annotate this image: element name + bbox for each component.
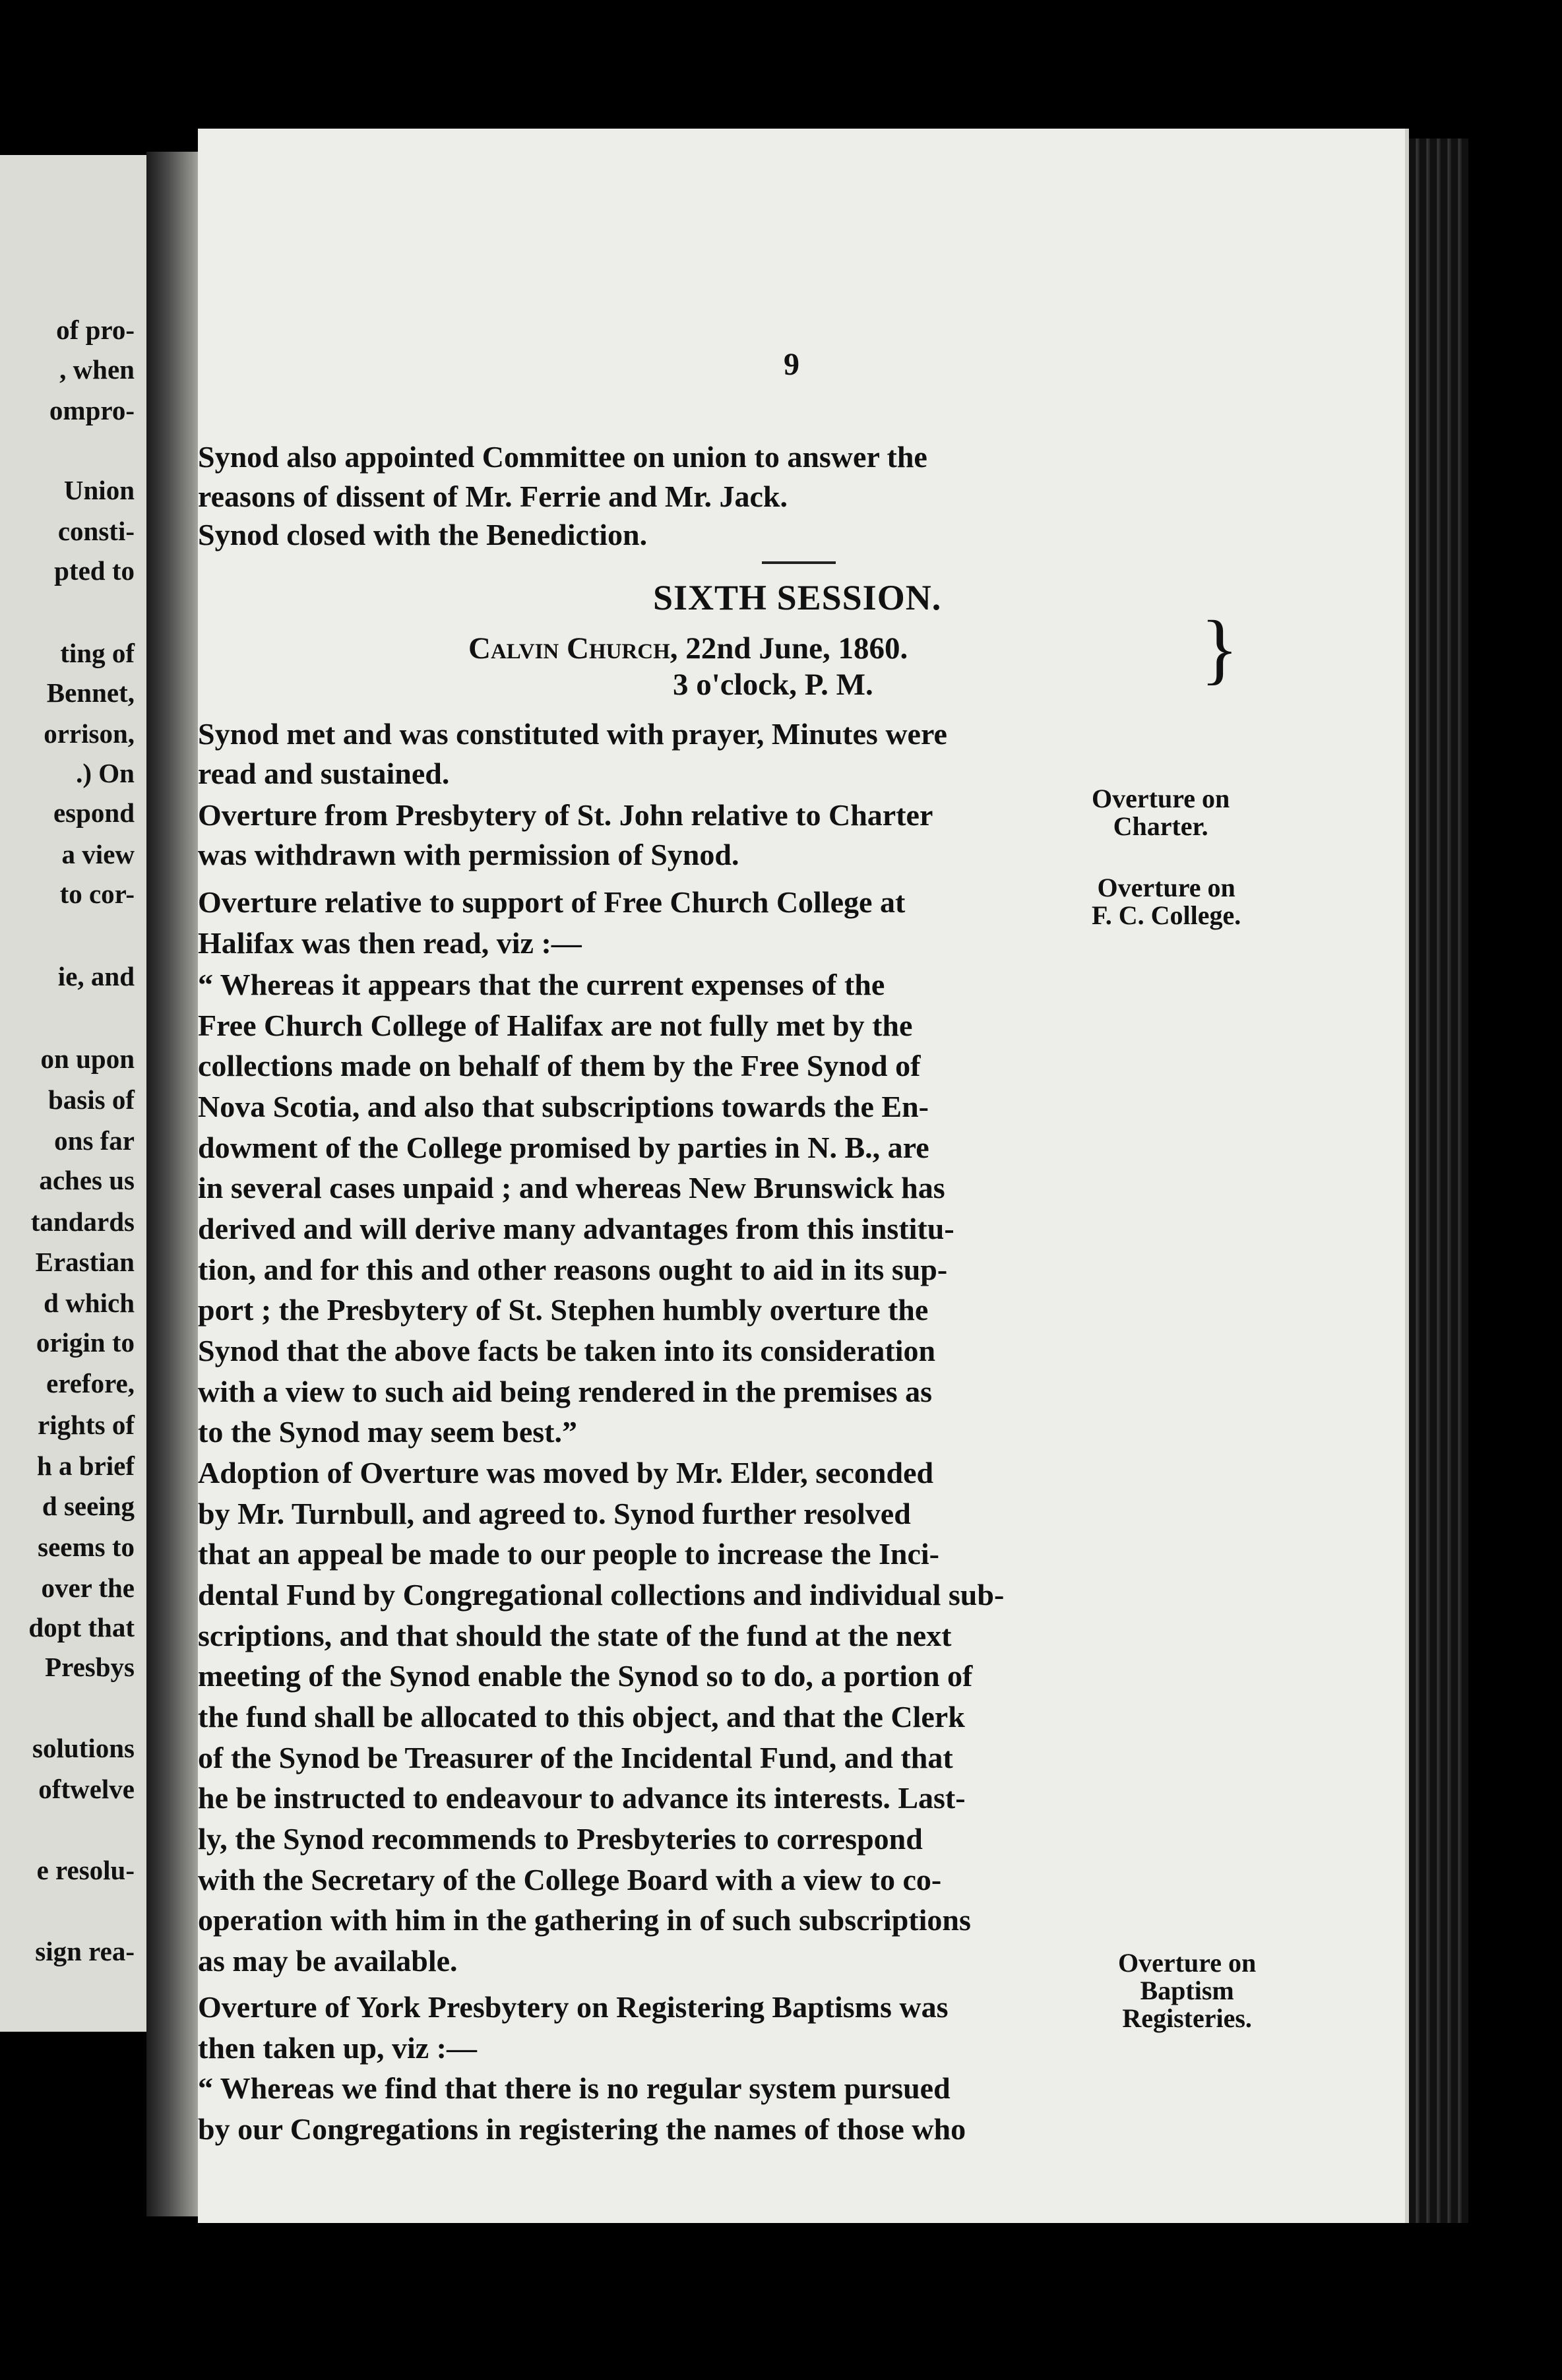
body-line: dowment of the College promised by parties in N. B., are	[198, 1131, 929, 1164]
left-page-fragment: ons far	[54, 1125, 135, 1156]
left-page-fragment: espond	[53, 798, 135, 828]
body-line: Synod met and was constituted with prayer, Minutes were	[198, 717, 947, 751]
body-line: Overture from Presbytery of St. John relative to Charter	[198, 798, 933, 832]
body-line: Free Church College of Halifax are not fully met by the	[198, 1009, 913, 1042]
body-line: to the Synod may seem best.”	[198, 1415, 577, 1449]
body-line: Overture of York Presbytery on Registering Baptisms was	[198, 1990, 949, 2024]
body-line: by our Congregations in registering the names of those who	[198, 2112, 966, 2146]
body-line: “ Whereas it appears that the current expenses of the	[198, 968, 885, 1001]
left-page-fragment: ting of	[60, 638, 135, 668]
intro-line-2: reasons of dissent of Mr. Ferrie and Mr. Jack.	[198, 480, 788, 513]
left-page-fragment: to cor-	[59, 879, 135, 909]
body-line: then taken up, viz :—	[198, 2031, 477, 2065]
left-page-fragment: .) On	[76, 758, 135, 788]
margin-note-baptism: Overture on Baptism Registeries.	[1118, 1948, 1257, 2033]
book-page-edges	[1409, 139, 1468, 2223]
right-page	[198, 129, 1409, 2223]
left-page-fragment: tandards	[30, 1206, 135, 1237]
left-page-fragment: sign rea-	[35, 1936, 135, 1966]
body-line: he be instructed to endeavour to advance its interests. Last-	[198, 1781, 966, 1815]
session-title: SIXTH SESSION.	[653, 578, 942, 617]
left-page-fragment: rights of	[38, 1410, 135, 1440]
body-line: was withdrawn with permission of Synod.	[198, 838, 739, 871]
left-page-fragment: of pro-	[56, 315, 135, 345]
body-line: dental Fund by Congregational collections and individual sub-	[198, 1578, 1005, 1612]
brace-mark: }	[1201, 604, 1239, 692]
body-line: Overture relative to support of Free Church College at	[198, 885, 906, 919]
body-line: meeting of the Synod enable the Synod so to do, a portion of	[198, 1659, 973, 1693]
left-page-fragment: , when	[59, 354, 135, 385]
left-page-fragment: erefore,	[46, 1368, 135, 1398]
body-line: Synod that the above facts be taken into its consideration	[198, 1334, 936, 1367]
session-time: 3 o'clock, P. M.	[673, 668, 873, 702]
body-line: of the Synod be Treasurer of the Incidental Fund, and that	[198, 1741, 953, 1774]
left-page-fragment: on upon	[40, 1044, 135, 1074]
body-line: collections made on behalf of them by the Free Synod of	[198, 1049, 921, 1082]
body-line: by Mr. Turnbull, and agreed to. Synod further resolved	[198, 1497, 911, 1530]
left-page-fragment: aches us	[39, 1165, 135, 1195]
session-place-date	[468, 633, 908, 664]
body-line: “ Whereas we find that there is no regular system pursued	[198, 2071, 951, 2105]
left-page-fragment: oftwelve	[38, 1774, 135, 1804]
page-number: 9	[784, 347, 799, 382]
left-page-fragment: e resolu-	[36, 1855, 135, 1885]
body-line: tion, and for this and other reasons ought to aid in its sup-	[198, 1253, 948, 1286]
body-line: Adoption of Overture was moved by Mr. Elder, seconded	[198, 1456, 934, 1489]
left-page-fragment: ie, and	[57, 961, 135, 991]
body-line: ly, the Synod recommends to Presbyteries to correspond	[198, 1822, 923, 1856]
left-page-fragment: ompro-	[49, 395, 135, 425]
intro-line-3: Synod closed with the Benediction.	[198, 518, 648, 551]
body-line: derived and will derive many advantages from this institu-	[198, 1212, 954, 1245]
body-line: with a view to such aid being rendered in the premises as	[198, 1375, 933, 1408]
left-page-edge	[0, 155, 146, 2032]
left-page-fragment: d seeing	[42, 1491, 135, 1521]
margin-note-charter: Overture on Charter.	[1092, 784, 1230, 841]
left-page-fragment: Erastian	[35, 1247, 135, 1277]
body-line: as may be available.	[198, 1944, 458, 1978]
body-line: that an appeal be made to our people to increase the Inci-	[198, 1537, 939, 1571]
left-page-fragment: Presbys	[45, 1652, 135, 1682]
left-page-fragment: Union	[63, 475, 135, 505]
body-line: the fund shall be allocated to this object, and that the Clerk	[198, 1700, 965, 1734]
left-page-fragment: Bennet,	[46, 677, 135, 708]
body-line: in several cases unpaid ; and whereas New Brunswick has	[198, 1171, 945, 1205]
body-line: read and sustained.	[198, 757, 450, 790]
left-page-fragment: over the	[41, 1573, 135, 1603]
left-page-fragment: a view	[61, 839, 135, 869]
intro-line-1: Synod also appointed Committee on union to answer the	[198, 440, 927, 474]
left-page-fragment: dopt that	[28, 1612, 135, 1643]
session-place: Calvin Church	[468, 631, 670, 666]
left-page-fragment: basis of	[47, 1084, 135, 1115]
left-page-fragment: consti-	[57, 516, 135, 546]
left-page-fragment: seems to	[38, 1532, 135, 1562]
left-page-fragment: solutions	[32, 1733, 135, 1763]
margin-note-college: Overture on F. C. College.	[1092, 873, 1241, 930]
left-page-fragment: h a brief	[36, 1451, 135, 1481]
body-line: scriptions, and that should the state of the fund at the next	[198, 1619, 952, 1652]
session-date: , 22nd June, 1860.	[670, 631, 908, 666]
section-divider-rule	[762, 561, 836, 564]
body-line: port ; the Presbytery of St. Stephen humbly overture the	[198, 1293, 929, 1327]
body-line: with the Secretary of the College Board with a view to co-	[198, 1863, 942, 1896]
body-line: Halifax was then read, viz :—	[198, 926, 582, 960]
body-line: operation with him in the gathering in of such subscriptions	[198, 1903, 971, 1937]
left-page-fragment: pted to	[54, 555, 135, 586]
body-line: Nova Scotia, and also that subscriptions towards the En-	[198, 1090, 929, 1123]
left-page-fragment: origin to	[36, 1327, 135, 1358]
left-page-fragment: orrison,	[44, 718, 135, 749]
left-page-fragment: d which	[44, 1288, 135, 1318]
